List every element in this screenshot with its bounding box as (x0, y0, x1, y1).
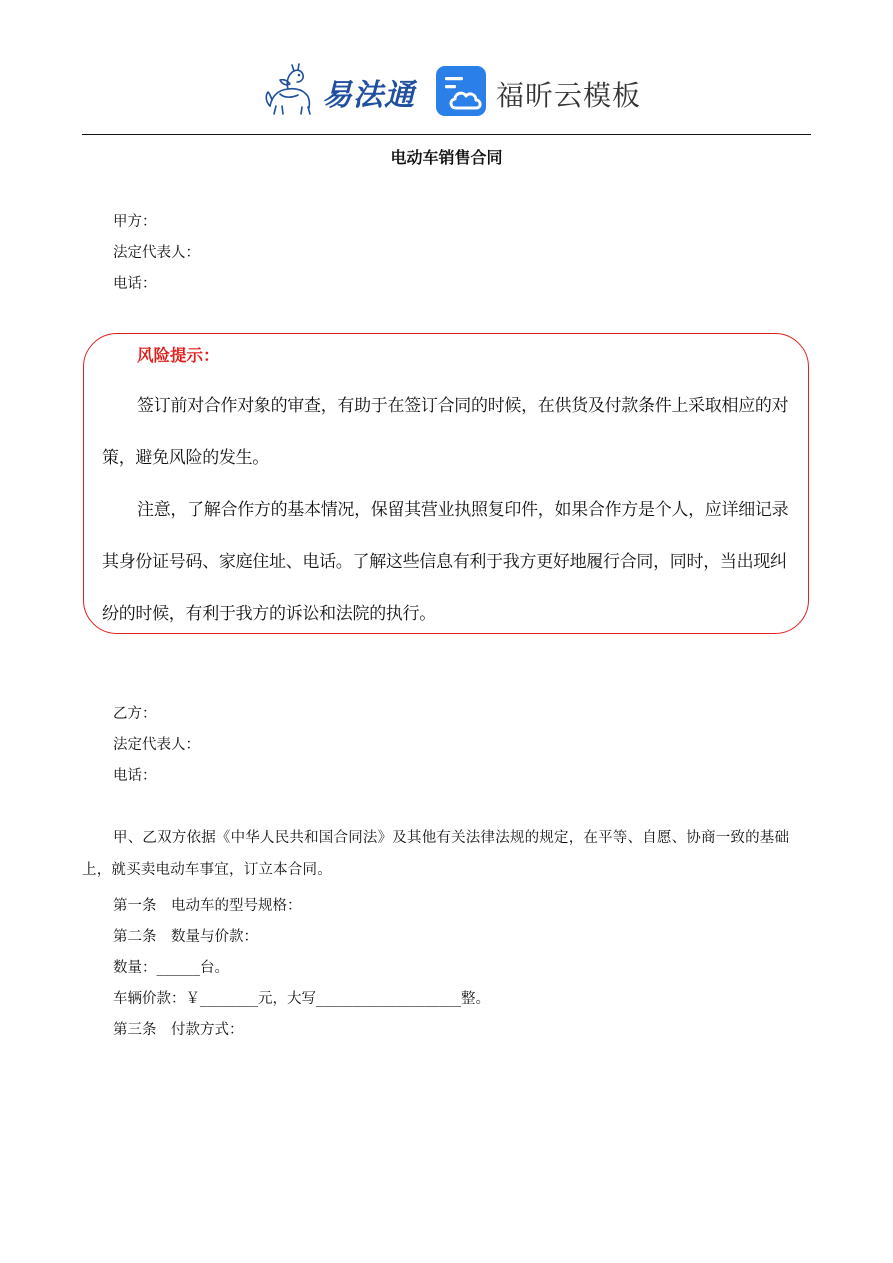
contract-intro-paragraph: 甲、乙双方依据《中华人民共和国合同法》及其他有关法律法规的规定，在平等、自愿、协商一致的基础上，就买卖电动车事宜，订立本合同。 (82, 830, 790, 878)
article-3-heading: 第三条 付款方式： (113, 1022, 244, 1038)
logo-left-text: 易法通 (322, 78, 415, 113)
party-b-name-label: 乙方： (113, 706, 157, 722)
party-a-rep-label: 法定代表人： (113, 245, 200, 261)
party-a-name-label: 甲方： (113, 214, 157, 230)
quantity-line: 数量：______台。 (113, 960, 229, 976)
article-2-heading: 第二条 数量与价款： (113, 929, 258, 945)
cloud-doc-icon (436, 66, 486, 116)
qilin-icon (262, 62, 320, 118)
logo-right-text: 福昕云模板 (496, 79, 642, 112)
document-title: 电动车销售合同 (390, 148, 503, 167)
risk-tip-paragraph-2: 注意，了解合作方的基本情况，保留其营业执照复印件，如果合作方是个人，应详细记录其身份证号码、家庭住址、电话。了解这些信息有利于我方更好地履行合同，同时，当出现纠纷的时候，有利于我方的诉讼和法院的执行。 (102, 500, 789, 624)
risk-tip-paragraph-1: 签订前对合作对象的审查，有助于在签订合同的时候，在供货及付款条件上采取相应的对策，避免风险的发生。 (102, 396, 789, 468)
header-divider (82, 134, 811, 135)
yifatong-logo (262, 62, 414, 118)
party-b-rep-label: 法定代表人： (113, 737, 200, 753)
party-b-phone-label: 电话： (113, 768, 157, 784)
article-1-heading: 第一条 电动车的型号规格： (113, 898, 302, 914)
fuxin-logo (436, 64, 642, 118)
header (0, 58, 893, 122)
price-line: 车辆价款：￥________元，大写____________________整。 (113, 991, 490, 1007)
risk-tip-title: 风险提示： (137, 346, 220, 365)
party-a-phone-label: 电话： (113, 276, 157, 292)
risk-tip-box (83, 333, 809, 634)
